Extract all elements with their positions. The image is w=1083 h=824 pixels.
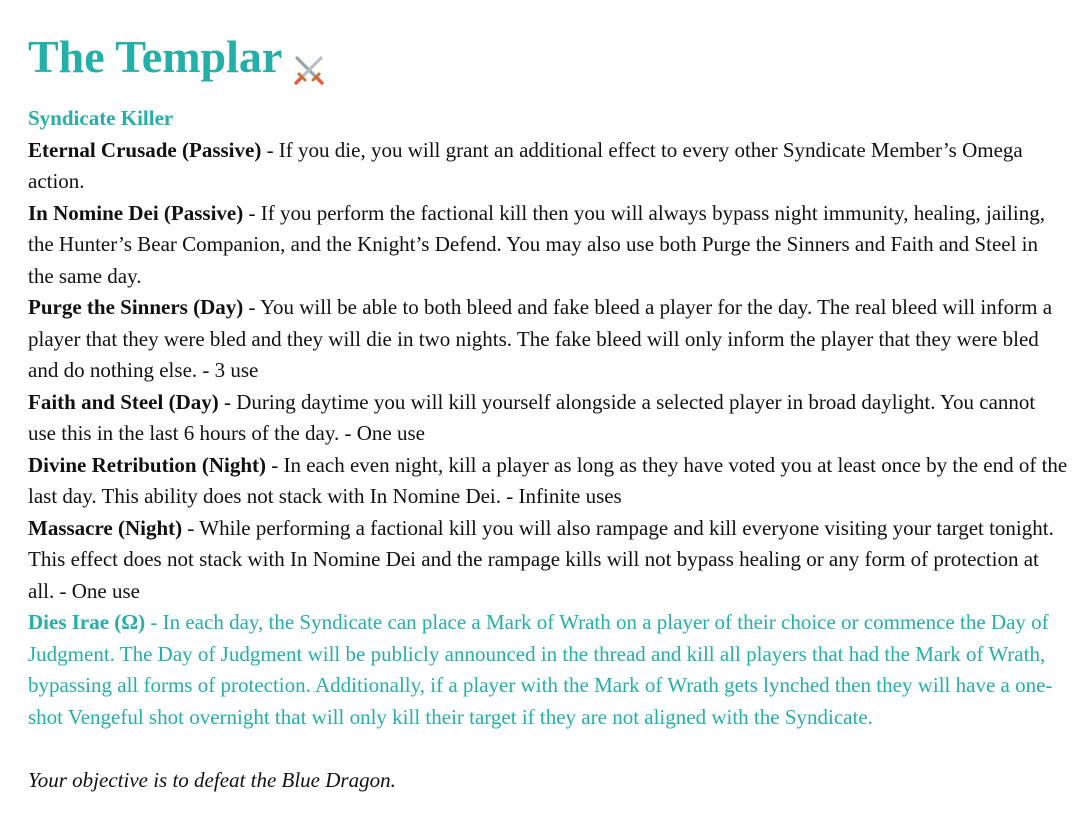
crossed-swords-icon	[292, 43, 326, 77]
role-subtitle: Syndicate Killer	[28, 106, 174, 130]
ability-massacre	[28, 513, 1068, 608]
ability-text: - If you die, you will grant an additional effect to every other Syndicate Member’s Omega action.	[28, 137, 1023, 193]
ability-in-nomine-dei	[28, 198, 1068, 293]
ability-text: - In each even night, kill a player as long as they have voted you at least once by the end of the last day. This ability does not stack with In Nomine Dei. - Infinite uses	[28, 452, 1068, 508]
ability-dies-irae	[28, 607, 1068, 733]
ability-name: Massacre (Night)	[28, 515, 183, 540]
ability-name: Faith and Steel (Day)	[28, 389, 219, 414]
ability-text: - You will be able to both bleed and fake bleed a player for the day. The real bleed will inform a player that they were bled and they will die in two nights. The fake bleed will only inform the player that they were bled and do nothing else. - 3 use	[28, 295, 1053, 382]
ability-text: - If you perform the factional kill then you will always bypass night immunity, healing, jailing, the Hunter’s Bear Companion, and the Knight’s Defend. You may also use both Purge the Sinners and Faith and Steel in the same day.	[28, 200, 1045, 288]
objective-text: Your objective is to defeat the Blue Dragon.	[28, 767, 396, 792]
spacer	[28, 733, 1068, 765]
ability-text: - In each day, the Syndicate can place a Mark of Wrath on a player of their choice or commence the Day of Judgment. The Day of Judgment will be publicly announced in the thread and kill all players that had the Mark of Wrath, bypassing all forms of protection. Additionally, if a player with the Mark of Wrath gets lynched then they will have a one-shot Vengeful shot overnight that will only kill their target if they are not aligned with the Syndicate.	[28, 610, 1053, 729]
ability-name: In Nomine Dei (Passive)	[28, 200, 244, 225]
ability-eternal-crusade	[28, 135, 1068, 198]
ability-faith-and-steel	[28, 387, 1068, 450]
ability-text: - During daytime you will kill yourself alongside a selected player in broad daylight. You cannot use this in the last 6 hours of the day. - One use	[28, 389, 1036, 445]
ability-purge-the-sinners	[28, 292, 1068, 387]
title-text: The Templar	[28, 31, 283, 82]
ability-name: Divine Retribution (Night)	[28, 452, 266, 477]
ability-divine-retribution	[28, 450, 1068, 513]
ability-text: - While performing a factional kill you will also rampage and kill everyone visiting your target tonight. This effect does not stack with In Nomine Dei and the rampage kills will not bypass healing or any form of protection at all. - One use	[28, 515, 1054, 603]
ability-name: Eternal Crusade (Passive)	[28, 137, 262, 162]
ability-name: Dies Irae (Ω)	[28, 610, 146, 634]
page-title	[28, 28, 1068, 86]
ability-name: Purge the Sinners (Day)	[28, 295, 244, 319]
